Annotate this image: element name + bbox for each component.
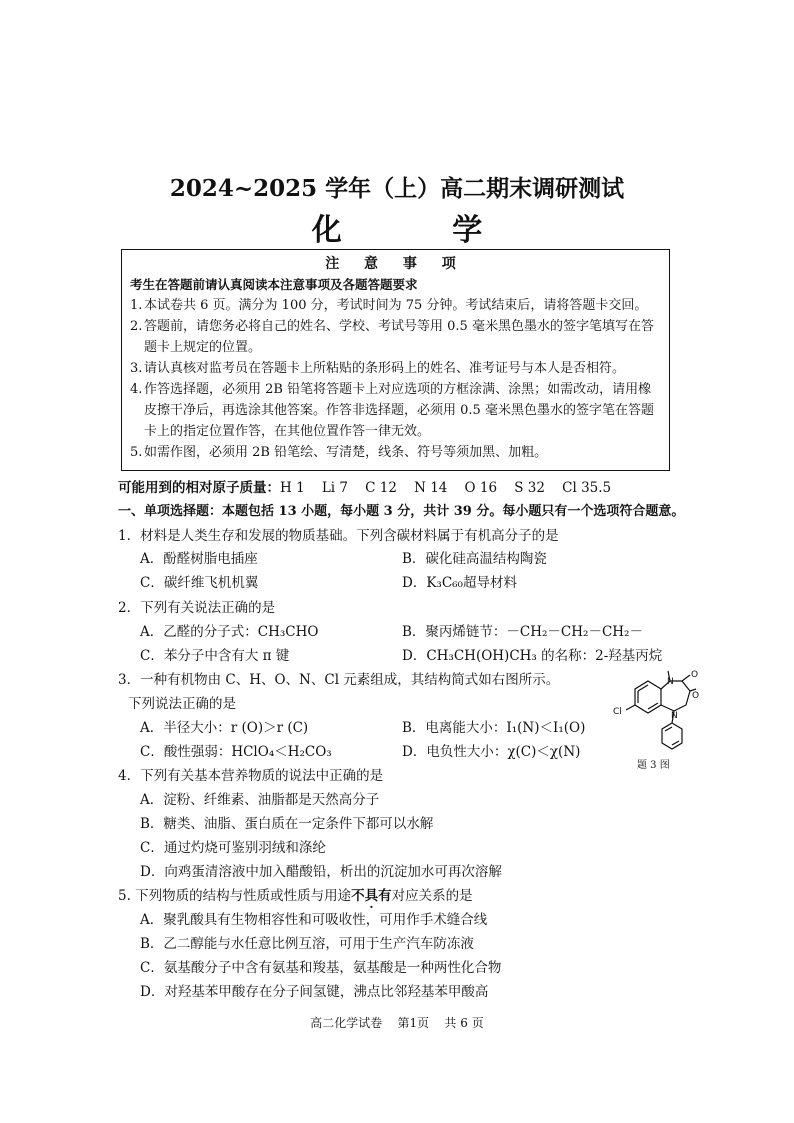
option-c: C．酸性强弱：HClO₄＜H₂CO₃: [140, 744, 332, 760]
question-stem: 4．下列有关基本营养物质的说法中正确的是: [118, 768, 384, 784]
emphasis-text: 不具有: [351, 888, 392, 904]
atomic-masses: 可能用到的相对原子质量：H 1 Li 7 C 12 N 14 O 16 S 32 Cl 35.5: [118, 480, 612, 496]
notice-item: 5. 如需作图，必须用 2B 铅笔绘、写清楚，线条、符号等须加黑、加粗。: [130, 445, 548, 460]
option-b: B．聚丙烯链节：－CH₂－CH₂－CH₂－: [402, 624, 643, 640]
option-a: A．半径大小：r (O)＞r (C): [140, 720, 309, 736]
option-b: B．乙二醇能与水任意比例互溶，可用于生产汽车防冻液: [140, 936, 474, 952]
option-b: B．糖类、油脂、蛋白质在一定条件下都可以水解: [140, 816, 434, 832]
label-o-1: O: [691, 670, 699, 680]
notice-item: 3. 请认真核对监考员在答题卡上所粘贴的条形码上的姓名、准考证号与本人是否相符。: [130, 361, 626, 376]
notice-subheading: 考生在答题前请认真阅读本注意事项及各题答题要求: [130, 277, 418, 292]
option-c: C．通过灼烧可鉴别羽绒和涤纶: [140, 840, 326, 856]
question-stem: 5. 下列物质的结构与性质或性质与用途不具有对应关系的是: [118, 888, 473, 904]
option-a: A．淀粉、纤维素、油脂都是天然高分子: [140, 792, 380, 808]
molecule-structure-figure: [610, 667, 700, 767]
question-stem: 1．材料是人类生存和发展的物质基础。下列含碳材料属于有机高分子的是: [118, 528, 559, 544]
option-c: C．碳纤维飞机机翼: [140, 575, 259, 591]
benzene-ring: [635, 681, 661, 713]
option-d: D．K₃C₆₀超导材料: [402, 575, 517, 591]
label-n-top: N: [667, 677, 674, 687]
notice-item: 2. 答题前，请您务必将自己的姓名、学校、考试号等用 0.5 毫米黑色墨水的签字笔填写在答题卡上规定的位置。: [130, 319, 654, 355]
label-o-2: O: [692, 691, 700, 701]
option-c: C．氨基酸分子中含有氨基和羧基，氨基酸是一种两性化合物: [140, 960, 502, 976]
option-b: B．电离能大小：I₁(N)＜I₁(O): [402, 720, 586, 736]
notice-item: 4. 作答选择题，必须用 2B 铅笔将答题卡上对应选项的方框涂满、涂黑；如需改动，请用橡皮擦干净后，再选涂其他答案。作答非选择题，必须用 0.5 毫米黑色墨水的签字笔在答题卡上的指定位置作答，在其他位置作答一律无效。: [130, 382, 654, 439]
option-a: A．聚乳酸具有生物相容性和可吸收性，可用作手术缝合线: [140, 912, 488, 928]
notice-box: [121, 249, 670, 471]
question-stem: 2．下列有关说法正确的是: [118, 600, 276, 616]
option-b: B．碳化硅高温结构陶瓷: [402, 551, 547, 567]
page-footer: 高二化学试卷 第1页 共 6 页: [310, 1016, 484, 1030]
notice-heading: 注 意 事 项: [325, 256, 466, 272]
section-heading: 一、单项选择题：本题包括 13 小题，每小题 3 分，共计 39 分。每小题只有一个选项符合题意。: [118, 504, 685, 519]
option-c: C．苯分子中含有大 π 键: [140, 648, 290, 664]
label-n-bottom: N: [671, 711, 678, 721]
label-cl: Cl: [613, 707, 622, 717]
figure-caption: 题 3 图: [637, 760, 670, 771]
option-d: D．电负性大小：χ(C)＜χ(N): [402, 744, 581, 760]
phenyl-ring: [662, 723, 682, 749]
notice-item: 1. 本试卷共 6 页。满分为 100 分，考试时间为 75 分钟。考试结束后，请将答题卡交回。: [130, 298, 648, 313]
diazepine-ring: [661, 681, 690, 711]
option-d: D．向鸡蛋清溶液中加入醋酸铅，析出的沉淀加水可再次溶解: [140, 864, 502, 880]
option-a: A．酚醛树脂电插座: [140, 551, 258, 567]
option-d: D．CH₃CH(OH)CH₃ 的名称：2-羟基丙烷: [402, 648, 663, 664]
subject-title: 化 学: [311, 213, 533, 248]
question-stem: 3．一种有机物由 C、H、O、N、Cl 元素组成，其结构简式如右图所示。: [118, 672, 560, 688]
option-a: A．乙醛的分子式：CH₃CHO: [140, 624, 319, 640]
exam-title: 2024~2025 学年（上）高二期末调研测试: [169, 175, 625, 202]
question-stem-2: 下列说法正确的是: [128, 696, 236, 712]
option-d: D．对羟基苯甲酸存在分子间氢键，沸点比邻羟基苯甲酸高: [140, 984, 489, 1000]
